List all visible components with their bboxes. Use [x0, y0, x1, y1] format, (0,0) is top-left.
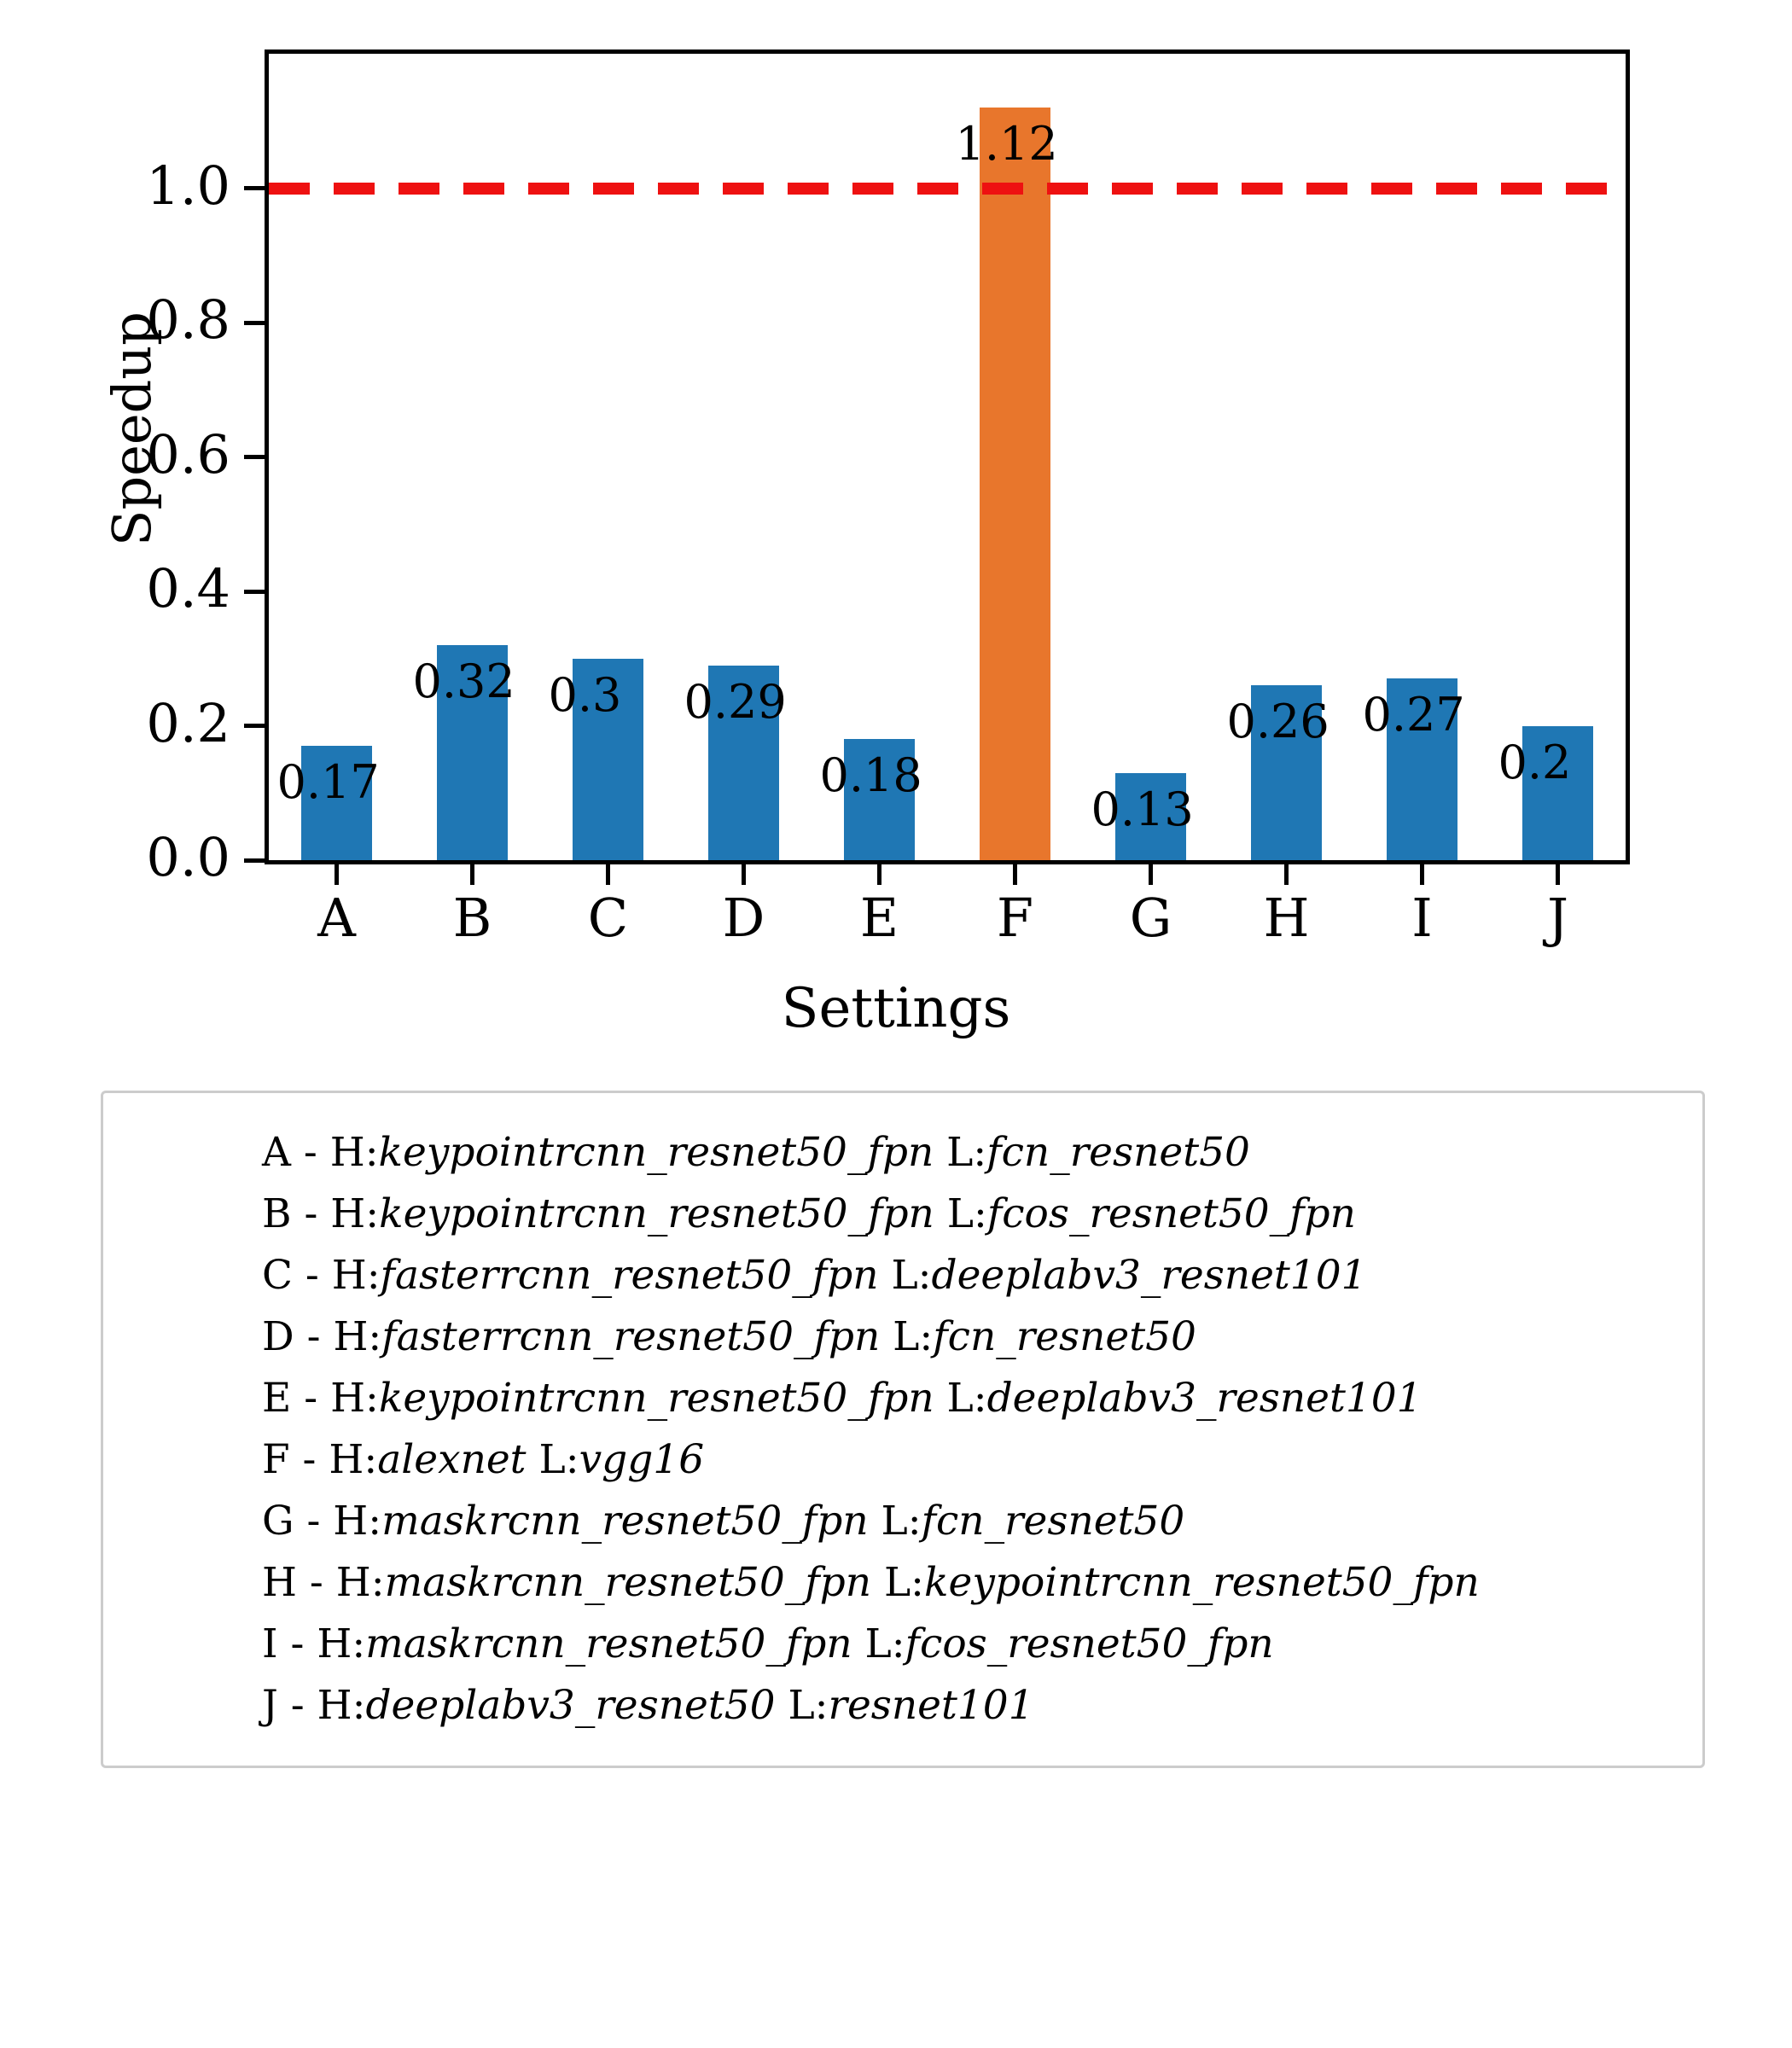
bar-value-label-e: 0.18 — [819, 748, 922, 803]
y-tick-label: 1.0 — [146, 154, 230, 217]
y-tick-label: 0.2 — [146, 691, 230, 754]
x-tick-label-c: C — [587, 887, 629, 949]
legend-high-model: deeplabv3_resnet50 — [365, 1682, 776, 1729]
legend-low-prefix: L: — [775, 1682, 829, 1729]
bar-value-label-a: 0.17 — [276, 755, 380, 810]
legend-key: G - H: — [262, 1498, 382, 1545]
x-tick-mark — [1013, 863, 1017, 885]
y-tick-label: 0.6 — [146, 422, 230, 486]
y-axis-label: Speedup — [101, 311, 163, 546]
legend-low-prefix: L: — [934, 1129, 987, 1176]
bar-value-label-i: 0.27 — [1362, 688, 1465, 742]
legend-low-model: fcn_resnet50 — [933, 1313, 1196, 1360]
legend-low-model: fcos_resnet50_fpn — [986, 1190, 1356, 1237]
legend-low-model: deeplabv3_resnet101 — [931, 1252, 1367, 1299]
legend-key: F - H: — [262, 1436, 378, 1483]
bar-f — [980, 54, 1050, 860]
legend-entry-c — [103, 1245, 1702, 1306]
y-tick-label: 0.4 — [146, 557, 230, 620]
x-tick-mark — [335, 863, 339, 885]
y-tick-mark — [244, 455, 266, 459]
baseline-reference-line — [269, 183, 1626, 195]
x-tick-label-a: A — [317, 887, 356, 949]
y-tick-label: 0.8 — [146, 288, 230, 351]
x-tick-label-h: H — [1263, 887, 1310, 949]
legend-entry-a — [103, 1122, 1702, 1184]
y-tick-mark — [244, 186, 266, 190]
legend-high-model: fasterrcnn_resnet50_fpn — [380, 1252, 879, 1299]
legend-key: H - H: — [262, 1559, 385, 1606]
legend-key: E - H: — [262, 1375, 379, 1422]
legend-low-prefix: L: — [878, 1252, 932, 1299]
legend-key: A - H: — [262, 1129, 379, 1176]
x-tick-label-f: F — [996, 887, 1034, 949]
bar-g — [1115, 54, 1186, 860]
legend-high-model: maskrcnn_resnet50_fpn — [384, 1559, 872, 1606]
x-tick-label-e: E — [859, 887, 899, 949]
legend-low-prefix: L: — [852, 1620, 905, 1667]
legend-low-model: vgg16 — [579, 1436, 705, 1483]
y-tick-mark — [244, 321, 266, 325]
legend-high-model: alexnet — [377, 1436, 527, 1483]
x-tick-label-j: J — [1547, 887, 1568, 949]
legend-low-prefix: L: — [868, 1498, 922, 1545]
legend-entry-h — [103, 1552, 1702, 1614]
x-tick-label-d: D — [722, 887, 765, 949]
legend-entry-f — [103, 1429, 1702, 1491]
bar-rect-f — [980, 108, 1050, 860]
legend-entry-g — [103, 1491, 1702, 1552]
legend-low-model: fcn_resnet50 — [986, 1129, 1250, 1176]
legend-high-model: keypointrcnn_resnet50_fpn — [378, 1375, 934, 1422]
x-tick-label-g: G — [1129, 887, 1172, 949]
plot-frame — [265, 49, 1630, 864]
legend-entry-b — [103, 1184, 1702, 1245]
legend-key: I - H: — [262, 1620, 366, 1667]
bar-d — [708, 54, 779, 860]
settings-legend-box — [101, 1091, 1705, 1768]
x-tick-mark — [1284, 863, 1289, 885]
legend-key: J - H: — [262, 1682, 366, 1729]
legend-low-model: resnet101 — [828, 1682, 1034, 1729]
legend-entry-j — [103, 1675, 1702, 1737]
legend-low-prefix: L: — [871, 1559, 925, 1606]
legend-low-prefix: L: — [880, 1313, 934, 1360]
y-tick-mark — [244, 590, 266, 594]
bar-value-label-b: 0.32 — [412, 655, 515, 708]
bar-value-label-f: 1.12 — [955, 117, 1058, 171]
bars-container — [269, 54, 1626, 860]
legend-high-model: fasterrcnn_resnet50_fpn — [381, 1313, 881, 1360]
x-tick-mark — [1556, 863, 1560, 885]
bar-b — [437, 54, 508, 860]
x-tick-mark — [606, 863, 610, 885]
legend-low-model: fcn_resnet50 — [921, 1498, 1185, 1545]
bar-value-label-h: 0.26 — [1226, 695, 1329, 749]
bar-e — [844, 54, 915, 860]
y-tick-mark — [244, 724, 266, 728]
legend-high-model: maskrcnn_resnet50_fpn — [365, 1620, 852, 1667]
legend-key: B - H: — [262, 1190, 380, 1237]
legend-entry-e — [103, 1368, 1702, 1429]
x-tick-mark — [470, 863, 474, 885]
legend-high-model: maskrcnn_resnet50_fpn — [381, 1498, 869, 1545]
x-tick-mark — [1420, 863, 1424, 885]
legend-low-prefix: L: — [526, 1436, 579, 1483]
y-tick-label: 0.0 — [146, 826, 230, 888]
legend-high-model: keypointrcnn_resnet50_fpn — [378, 1129, 934, 1176]
legend-low-model: deeplabv3_resnet101 — [986, 1375, 1423, 1422]
bar-a — [301, 54, 372, 860]
x-tick-mark — [1149, 863, 1153, 885]
x-axis-label: Settings — [781, 977, 1011, 1040]
y-tick-mark — [244, 858, 266, 863]
bar-value-label-j: 0.2 — [1498, 735, 1572, 789]
bar-value-label-c: 0.3 — [548, 667, 622, 722]
legend-low-prefix: L: — [934, 1190, 987, 1237]
legend-low-model: keypointrcnn_resnet50_fpn — [924, 1559, 1480, 1606]
legend-low-prefix: L: — [934, 1375, 987, 1422]
legend-high-model: keypointrcnn_resnet50_fpn — [379, 1190, 934, 1237]
bar-value-label-g: 0.13 — [1091, 782, 1194, 836]
x-tick-label-b: B — [452, 887, 492, 949]
legend-entry-i — [103, 1614, 1702, 1675]
legend-key: C - H: — [262, 1252, 381, 1299]
legend-entry-d — [103, 1306, 1702, 1368]
x-tick-label-i: I — [1411, 887, 1433, 949]
x-tick-mark — [877, 863, 881, 885]
bar-value-label-d: 0.29 — [684, 674, 787, 729]
bar-c — [573, 54, 643, 860]
x-tick-mark — [742, 863, 746, 885]
legend-low-model: fcos_resnet50_fpn — [905, 1620, 1274, 1667]
legend-key: D - H: — [262, 1313, 382, 1360]
